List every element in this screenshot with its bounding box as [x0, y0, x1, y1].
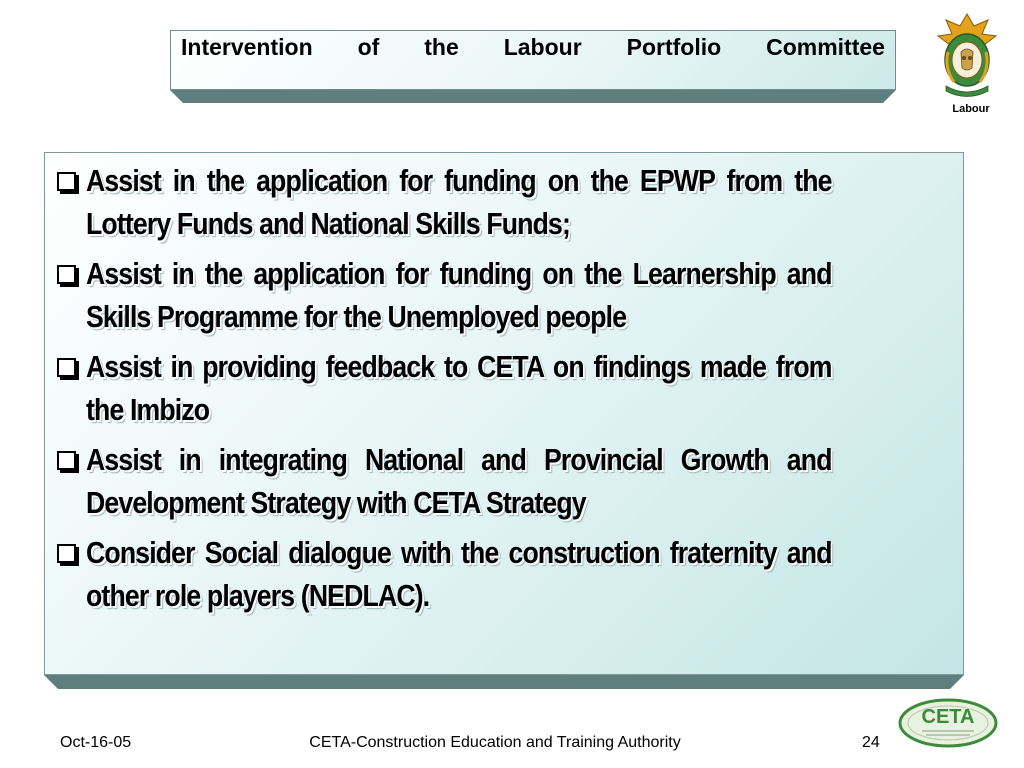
- content-panel-bevel: [44, 675, 964, 689]
- content-panel: [44, 152, 964, 675]
- list-item: [57, 531, 953, 617]
- title-word: Committee: [766, 34, 885, 60]
- checkbox-square-icon: [57, 358, 76, 377]
- bullet-text: Consider Social dialogue with the construction fraternity and other role players (NEDLAC).: [86, 535, 832, 613]
- logo-label: Labour: [952, 103, 990, 115]
- title-word: Portfolio: [626, 34, 722, 60]
- footer-date: Oct-16-05: [60, 734, 132, 751]
- title-box-bevel: [170, 90, 896, 103]
- checkbox-square-icon: [57, 265, 76, 284]
- checkbox-square-icon: [57, 544, 76, 563]
- checkbox-square-icon: [57, 172, 76, 191]
- list-item: [57, 438, 953, 524]
- list-item: [57, 345, 953, 431]
- coat-of-arms-icon: [936, 12, 998, 100]
- footer-organisation: CETA-Construction Education and Training Authority: [309, 734, 681, 751]
- list-item: [57, 252, 953, 338]
- title-box: [170, 30, 896, 90]
- list-item: [57, 159, 953, 245]
- ceta-logo-icon: [898, 698, 998, 748]
- title-word: of: [357, 34, 380, 60]
- bullet-list: [57, 159, 953, 624]
- ceta-logo-text: CETA: [921, 706, 975, 728]
- title-word: Labour: [503, 34, 582, 60]
- bullet-text: Assist in integrating National and Provincial Growth and Development Strategy with CETA Strategy: [86, 442, 832, 520]
- title-word: Intervention: [181, 34, 313, 60]
- bullet-text: Assist in providing feedback to CETA on findings made from the Imbizo: [86, 349, 832, 427]
- checkbox-square-icon: [57, 451, 76, 470]
- title-word: the: [424, 34, 459, 60]
- bullet-text: Assist in the application for funding on the Learnership and Skills Programme for the Unemployed people: [86, 256, 832, 334]
- page-number: 24: [862, 734, 880, 751]
- slide-title: [181, 34, 885, 61]
- bullet-text: Assist in the application for funding on the EPWP from the Lottery Funds and National Skills Funds;: [86, 163, 832, 241]
